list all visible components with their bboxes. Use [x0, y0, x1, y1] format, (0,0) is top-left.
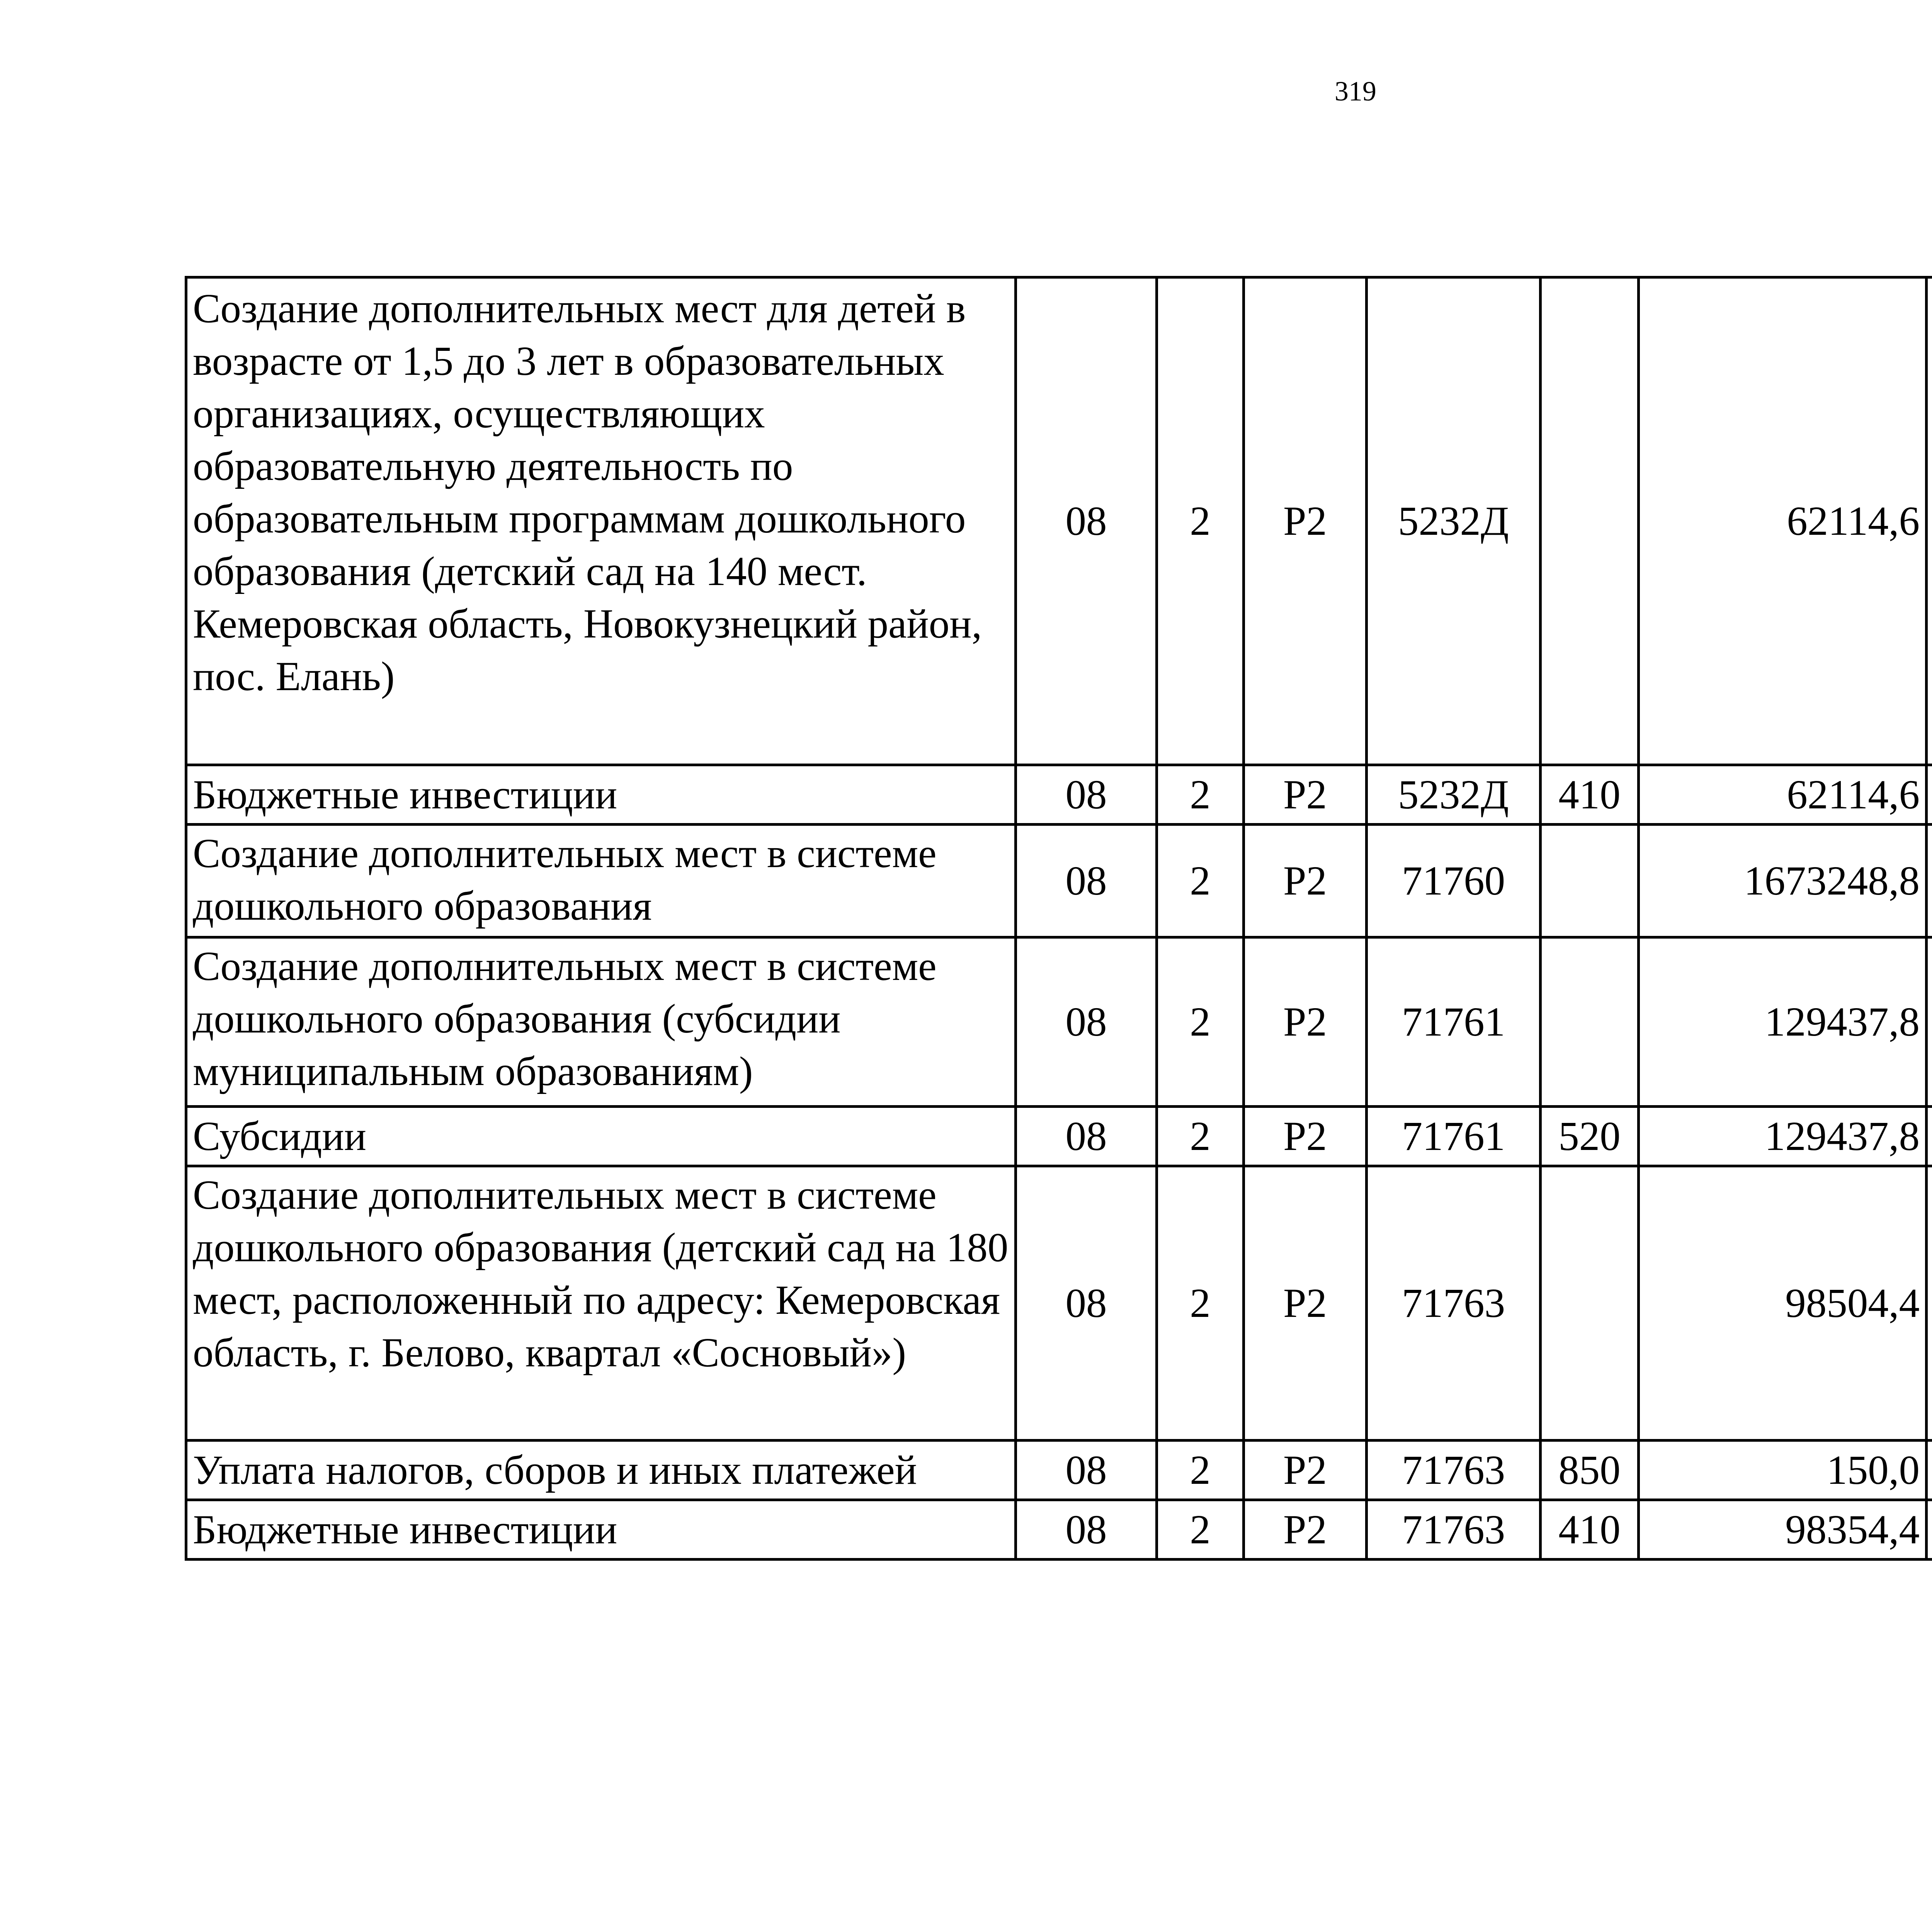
direction-code: 71761: [1367, 1107, 1541, 1166]
table-row: [186, 1500, 1932, 1560]
amount-1: 62114,6: [1639, 277, 1927, 765]
amount-2: [1927, 1441, 1932, 1500]
direction-code: 5232Д: [1367, 765, 1541, 825]
section-code: 08: [1016, 825, 1157, 937]
expense-type-code: 410: [1541, 765, 1639, 825]
expense-type-code: [1541, 825, 1639, 937]
page-number: 319: [1335, 76, 1376, 107]
program-code: 2: [1157, 765, 1244, 825]
section-code: 08: [1016, 937, 1157, 1107]
program-code: 2: [1157, 1500, 1244, 1560]
program-code: 2: [1157, 1107, 1244, 1166]
section-code: 08: [1016, 765, 1157, 825]
expense-type-code: [1541, 937, 1639, 1107]
row-name: Бюджетные инвестиции: [186, 1500, 1016, 1560]
expense-type-code: 520: [1541, 1107, 1639, 1166]
project-code: P2: [1244, 1107, 1367, 1166]
project-code: P2: [1244, 1441, 1367, 1500]
program-code: 2: [1157, 937, 1244, 1107]
project-code: P2: [1244, 937, 1367, 1107]
row-name: Бюджетные инвестиции: [186, 765, 1016, 825]
amount-2: [1927, 937, 1932, 1107]
amount-2: [1927, 277, 1932, 765]
amount-1: 62114,6: [1639, 765, 1927, 825]
amount-2: [1927, 1500, 1932, 1560]
program-code: 2: [1157, 1441, 1244, 1500]
amount-1: 129437,8: [1639, 1107, 1927, 1166]
amount-2: [1927, 825, 1932, 937]
direction-code: 71763: [1367, 1441, 1541, 1500]
row-name: Создание дополнительных мест в системе дошкольного образования: [186, 825, 1016, 937]
amount-1: 150,0: [1639, 1441, 1927, 1500]
direction-code: 71760: [1367, 825, 1541, 937]
section-code: 08: [1016, 1107, 1157, 1166]
section-code: 08: [1016, 277, 1157, 765]
row-name: Создание дополнительных мест в системе дошкольного образования (субсидии муниципальным образованиям): [186, 937, 1016, 1107]
project-code: P2: [1244, 277, 1367, 765]
section-code: 08: [1016, 1441, 1157, 1500]
direction-code: 71761: [1367, 937, 1541, 1107]
expense-type-code: 850: [1541, 1441, 1639, 1500]
section-code: 08: [1016, 1166, 1157, 1441]
expense-type-code: 410: [1541, 1500, 1639, 1560]
row-name: Создание дополнительных мест в системе дошкольного образования (детский сад на 180 мест, расположенный по адресу: Кемеровская область, г. Белово, квартал «Сосновый»): [186, 1166, 1016, 1441]
project-code: P2: [1244, 825, 1367, 937]
table-row: [186, 1166, 1932, 1441]
project-code: P2: [1244, 1500, 1367, 1560]
amount-1: 1673248,8: [1639, 825, 1927, 937]
section-code: 08: [1016, 1500, 1157, 1560]
amount-2: [1927, 765, 1932, 825]
project-code: P2: [1244, 1166, 1367, 1441]
row-name: Уплата налогов, сборов и иных платежей: [186, 1441, 1016, 1500]
project-code: P2: [1244, 765, 1367, 825]
table-row: [186, 1107, 1932, 1166]
direction-code: 5232Д: [1367, 277, 1541, 765]
table-row: [186, 937, 1932, 1107]
amount-1: 98354,4: [1639, 1500, 1927, 1560]
table-row: [186, 277, 1932, 765]
amount-2: [1927, 1107, 1932, 1166]
expense-type-code: [1541, 277, 1639, 765]
table-row: [186, 1441, 1932, 1500]
amount-2: [1927, 1166, 1932, 1441]
budget-table: [185, 276, 1932, 1561]
row-name: Субсидии: [186, 1107, 1016, 1166]
program-code: 2: [1157, 277, 1244, 765]
program-code: 2: [1157, 825, 1244, 937]
amount-1: 98504,4: [1639, 1166, 1927, 1441]
table-row: [186, 825, 1932, 937]
amount-1: 129437,8: [1639, 937, 1927, 1107]
direction-code: 71763: [1367, 1166, 1541, 1441]
expense-type-code: [1541, 1166, 1639, 1441]
program-code: 2: [1157, 1166, 1244, 1441]
direction-code: 71763: [1367, 1500, 1541, 1560]
table-row: [186, 765, 1932, 825]
row-name: Создание дополнительных мест для детей в возрасте от 1,5 до 3 лет в образовательных организациях, осуществляющих образовательную деятельность по образовательным программам дошкольного образования (детский сад на 140 мест. Кемеровская область, Новокузнецкий район, пос. Елань): [186, 277, 1016, 765]
